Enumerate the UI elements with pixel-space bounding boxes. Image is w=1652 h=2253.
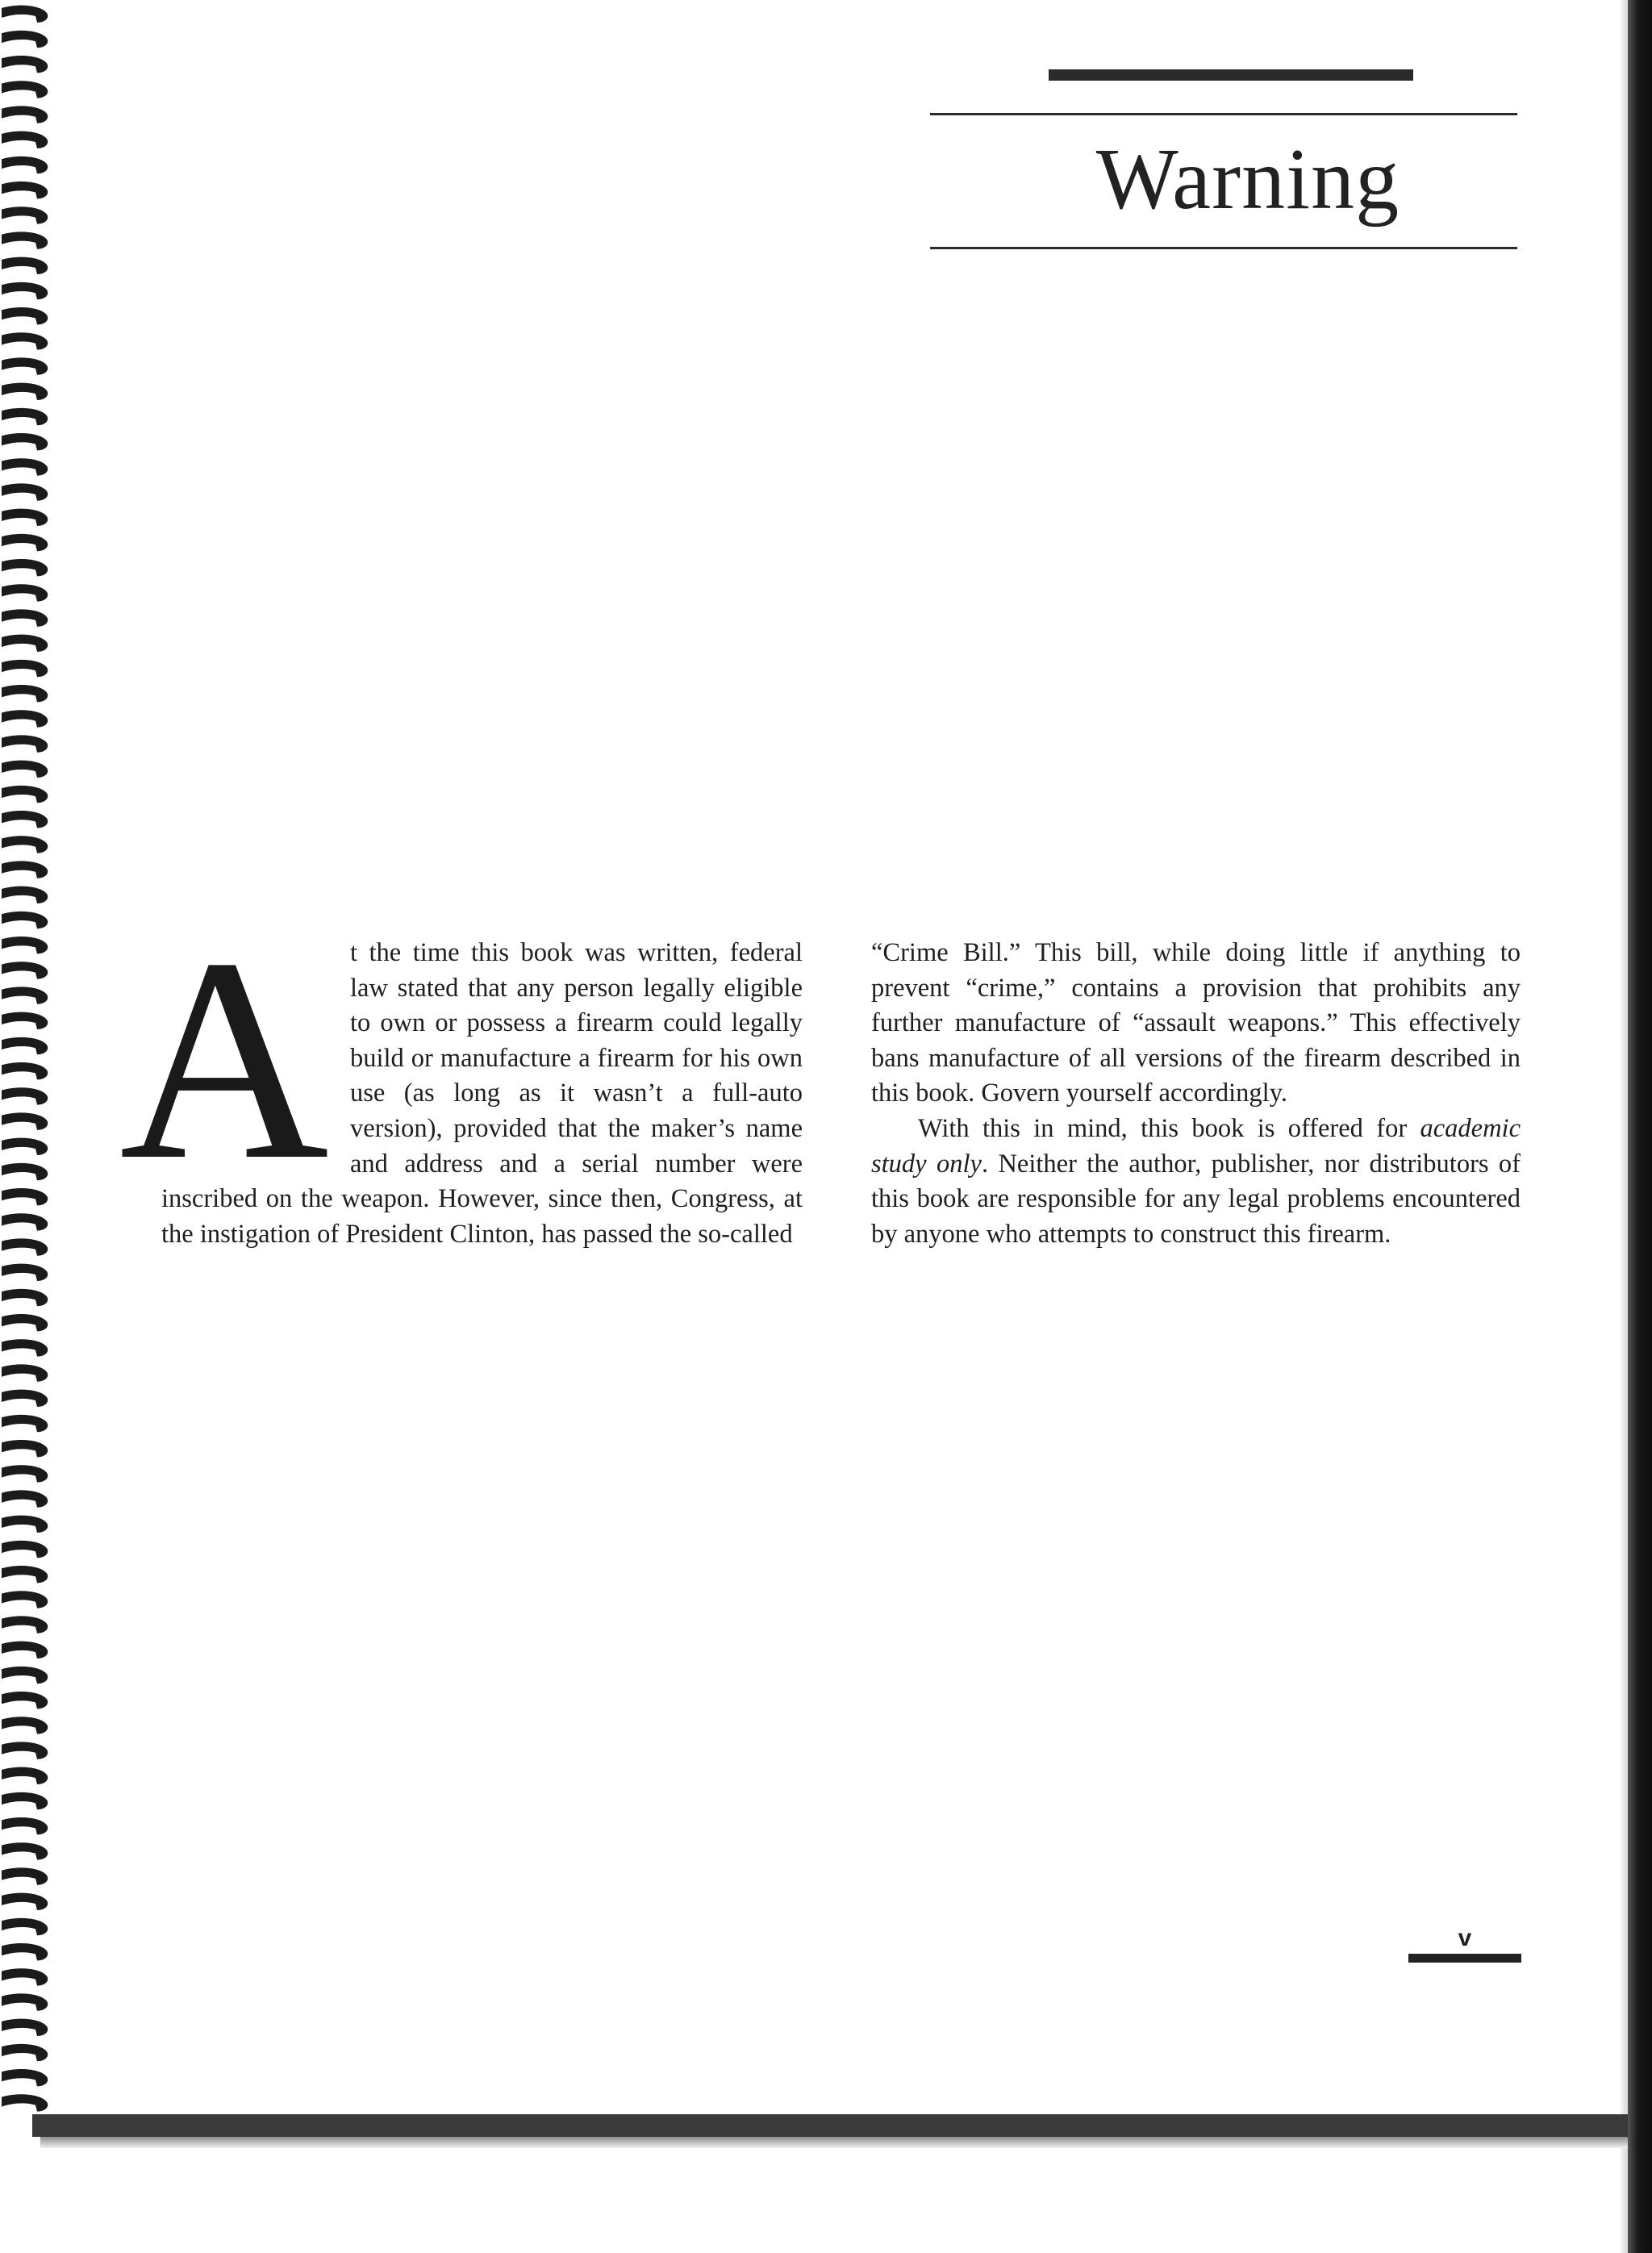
- binding-coil: [2, 987, 48, 1003]
- binding-coil: [2, 483, 48, 500]
- binding-coil: [2, 181, 48, 198]
- binding-coil: [2, 584, 48, 601]
- binding-coil: [2, 710, 48, 727]
- binding-coil: [2, 332, 48, 349]
- binding-coil: [2, 534, 48, 551]
- right-column: [871, 936, 1521, 1252]
- binding-coil: [2, 1213, 48, 1230]
- binding-coil: [2, 761, 48, 778]
- binding-coil: [2, 1415, 48, 1432]
- binding-coil: [2, 1566, 48, 1583]
- page-bottom-edge: [32, 2114, 1628, 2137]
- binding-coil: [2, 1037, 48, 1054]
- binding-coil: [2, 1667, 48, 1683]
- header-bottom-rule: [930, 247, 1517, 249]
- binding-coil: [2, 786, 48, 803]
- binding-coil: [2, 660, 48, 677]
- spiral-binding: [0, 0, 65, 2146]
- binding-coil: [2, 861, 48, 878]
- page-title: Warning: [1095, 131, 1400, 227]
- binding-coil: [2, 156, 48, 173]
- binding-coil: [2, 31, 48, 48]
- binding-coil: [2, 1012, 48, 1029]
- binding-coil: [2, 2019, 48, 2036]
- page-number-rule: [1408, 1954, 1521, 1963]
- binding-coil: [2, 1440, 48, 1457]
- binding-coil: [2, 937, 48, 953]
- binding-coil: [2, 1238, 48, 1255]
- binding-coil: [2, 2044, 48, 2061]
- left-column: [119, 898, 803, 1252]
- binding-coil: [2, 257, 48, 274]
- binding-coil: [2, 1163, 48, 1180]
- binding-coil: [2, 232, 48, 248]
- disclaimer-lead: With this in mind, this book is offered for: [918, 1113, 1420, 1143]
- binding-coil: [2, 509, 48, 526]
- binding-coil: [2, 1465, 48, 1482]
- binding-coil: [2, 1993, 48, 2010]
- binding-coil: [2, 207, 48, 223]
- binding-coil: [2, 1188, 48, 1205]
- binding-coil: [2, 1264, 48, 1281]
- binding-coil: [2, 56, 48, 73]
- binding-coil: [2, 1893, 48, 1910]
- binding-coil: [2, 383, 48, 400]
- binding-coil: [2, 282, 48, 299]
- binding-coil: [2, 912, 48, 928]
- binding-coil: [2, 1364, 48, 1381]
- binding-coil: [2, 458, 48, 475]
- binding-coil: [2, 357, 48, 374]
- left-column-text: t the time this book was written, federal law stated that any person legally eligible to own or possess a firearm could legally build or manufacture a firearm for his own use (as long as it wasn’t a full-auto version), provided that the maker’s name and address and a serial number were inscribed on the weapon. However, since then, Congress, at the instigation of President Clinton, has passed the so-called: [161, 938, 803, 1249]
- binding-coil: [2, 962, 48, 978]
- scanner-edge: [1628, 0, 1652, 2253]
- binding-coil: [2, 1390, 48, 1407]
- binding-coil: [2, 685, 48, 702]
- binding-coil: [2, 6, 48, 23]
- binding-coil: [2, 1767, 48, 1784]
- page-bottom-shadow: [40, 2137, 1628, 2148]
- page-number: v: [1458, 1925, 1472, 1951]
- intro-paragraph: [119, 898, 803, 1252]
- page-right-edge: [1620, 0, 1628, 2253]
- disclaimer-rest: . Neither the author, publisher, nor distributors of this book are responsible for any legal problems encountered by anyone who attempts to construct this firearm.: [871, 1149, 1521, 1249]
- binding-coil: [2, 81, 48, 98]
- binding-coil: [2, 1968, 48, 1985]
- binding-coil: [2, 1842, 48, 1859]
- binding-coil: [2, 559, 48, 576]
- binding-coil: [2, 1541, 48, 1558]
- binding-coil: [2, 1943, 48, 1960]
- binding-coil: [2, 307, 48, 324]
- binding-coil: [2, 1516, 48, 1533]
- header-top-rule: [930, 113, 1517, 115]
- binding-coil: [2, 836, 48, 853]
- binding-coil: [2, 1289, 48, 1306]
- binding-coil: [2, 1314, 48, 1331]
- header-thick-rule: [1049, 69, 1413, 81]
- binding-coil: [2, 131, 48, 148]
- binding-coil: [2, 1616, 48, 1633]
- binding-coil: [2, 1742, 48, 1759]
- binding-coil: [2, 1817, 48, 1834]
- binding-coil: [2, 1112, 48, 1129]
- binding-coil: [2, 2094, 48, 2111]
- binding-coil: [2, 1339, 48, 1356]
- binding-coil: [2, 1087, 48, 1104]
- binding-coil: [2, 1490, 48, 1507]
- binding-coil: [2, 2069, 48, 2086]
- binding-coil: [2, 106, 48, 123]
- binding-coil: [2, 811, 48, 828]
- binding-coil: [2, 408, 48, 425]
- crime-bill-paragraph: “Crime Bill.” This bill, while doing little if anything to prevent “crime,” contains a provision that prohibits any further manufacture of “assault weapons.” This effectively bans manufacture of all versions of the firearm described in this book. Govern yourself accordingly.: [871, 938, 1521, 1108]
- binding-coil: [2, 1867, 48, 1884]
- binding-coil: [2, 1692, 48, 1709]
- disclaimer-paragraph: [871, 1112, 1521, 1252]
- binding-coil: [2, 609, 48, 626]
- binding-coil: [2, 1792, 48, 1809]
- binding-coil: [2, 635, 48, 652]
- binding-coil: [2, 735, 48, 752]
- binding-coil: [2, 1138, 48, 1155]
- disclaimer-emphasis: academic study only: [871, 1113, 1521, 1179]
- binding-coil: [2, 1918, 48, 1935]
- binding-coil: [2, 1642, 48, 1658]
- binding-coil: [2, 1062, 48, 1079]
- drop-cap: A: [119, 898, 329, 1220]
- binding-coil: [2, 433, 48, 450]
- binding-coil: [2, 887, 48, 903]
- binding-coil: [2, 1591, 48, 1608]
- binding-coil: [2, 1717, 48, 1734]
